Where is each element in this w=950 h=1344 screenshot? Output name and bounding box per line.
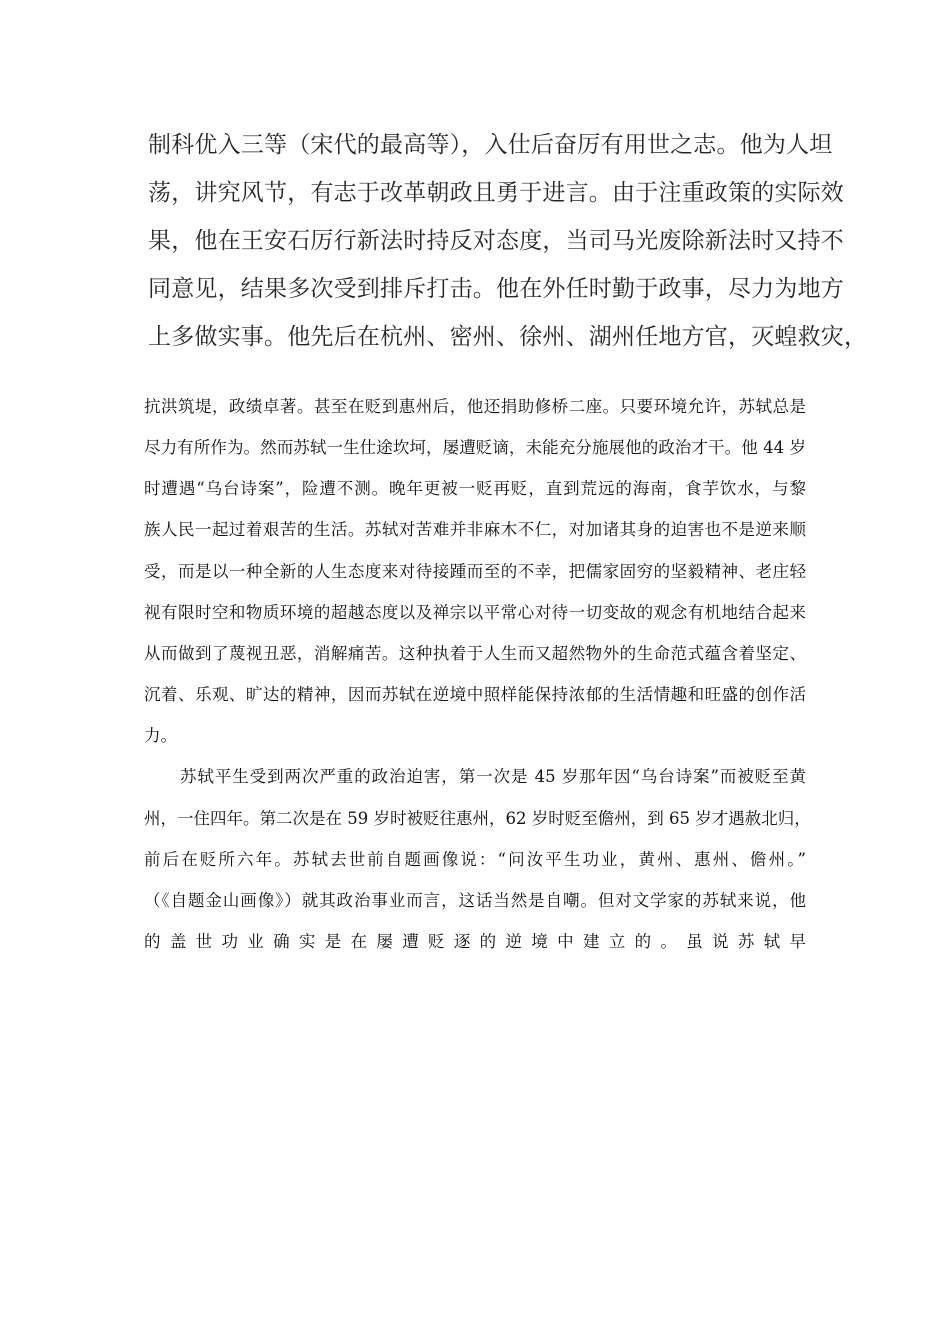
scanned-text-line: 果，他在王安石厉行新法时持反对态度，当司马光废除新法时又持不 — [148, 228, 844, 254]
paragraph-line: 视有限时空和物质环境的超越态度以及禅宗以平常心对待一切变故的观念有机地结合起来 — [144, 603, 806, 622]
paragraph-line: 族人民一起过着艰苦的生活。苏轼对苦难并非麻木不仁，对加诸其身的迫害也不是逆来顺 — [144, 520, 806, 539]
paragraph-line: （《自题金山画像》）就其政治事业而言，这话当然是自嘲。但对文学家的苏轼来说，他 — [144, 891, 806, 910]
paragraph-line: 州，一住四年。第二次是在 59 岁时被贬往惠州，62 岁时贬至儋州，到 65 岁才遇赦北归， — [144, 809, 811, 828]
paragraph-line: 从而做到了蔑视丑恶，消解痛苦。这种执着于人生而又超然物外的生命范式蕴含着坚定、 — [144, 644, 806, 663]
paragraph-line: 前后在贬所六年。苏轼去世前自题画像说：“问汝平生功业，黄州、惠州、儋州。” — [144, 850, 806, 869]
scanned-text-line: 上多做实事。他先后在杭州、密州、徐州、湖州任地方官，灭蝗救灾， — [148, 324, 868, 350]
paragraph-line: 的盖世功业确实是在屡遭贬逐的逆境中建立的。虽说苏轼早 — [144, 932, 806, 951]
scanned-text-line: 同意见，结果多次受到排斥打击。他在外任时勤于政事，尽力为地方 — [148, 276, 844, 302]
paragraph-line: 时遭遇“乌台诗案”，险遭不测。晚年更被一贬再贬，直到荒远的海南，食芋饮水，与黎 — [144, 479, 806, 498]
scanned-text-line: 荡，讲究风节，有志于改革朝政且勇于进言。由于注重政策的实际效 — [148, 180, 844, 206]
paragraph-line: 沉着、乐观、旷达的精神，因而苏轼在逆境中照样能保持浓郁的生活情趣和旺盛的创作活 — [144, 685, 806, 704]
paragraph-line: 抗洪筑堤，政绩卓著。甚至在贬到惠州后，他还捐助修桥二座。只要环境允许，苏轼总是 — [144, 397, 806, 416]
paragraph-line: 尽力有所作为。然而苏轼一生仕途坎坷，屡遭贬谪，未能充分施展他的政治才干。他 44 岁 — [144, 438, 806, 457]
paragraph-line: 受，而是以一种全新的人生态度来对待接踵而至的不幸，把儒家固穷的坚毅精神、老庄轻 — [144, 562, 806, 581]
scanned-text-line: 制科优入三等（宋代的最高等），入仕后奋厉有用世之志。他为人坦 — [148, 132, 833, 158]
paragraph-line: 力。 — [144, 726, 177, 745]
paragraph-line: 苏轼平生受到两次严重的政治迫害，第一次是 45 岁那年因“乌台诗案”而被贬至黄 — [180, 767, 806, 786]
